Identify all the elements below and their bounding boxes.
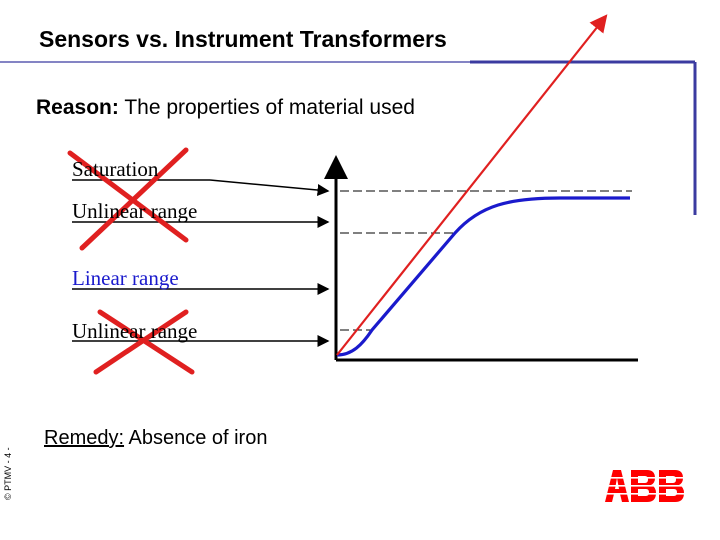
- ideal-linear-line: [337, 16, 606, 355]
- remedy-text: Absence of iron: [124, 427, 268, 449]
- remedy-label: Remedy:: [44, 427, 125, 449]
- reason-label: Reason:: [36, 96, 119, 119]
- upper-unlinear-range-label: Unlinear range: [72, 199, 198, 223]
- lower-unlinear-range-label: Unlinear range: [72, 319, 198, 343]
- response-curve: [337, 198, 630, 355]
- reason-text: The properties of material used: [118, 96, 415, 119]
- slide-title: Sensors vs. Instrument Transformers: [39, 26, 447, 52]
- remedy-line: [44, 427, 267, 450]
- linear-range-label: Linear range: [72, 266, 179, 290]
- saturation-arrow: [210, 180, 328, 191]
- reason-line: [36, 96, 415, 120]
- side-footer-text: © PTMV - 4 -: [3, 447, 13, 500]
- saturation-label: Saturation: [72, 157, 159, 181]
- abb-logo: [597, 466, 687, 506]
